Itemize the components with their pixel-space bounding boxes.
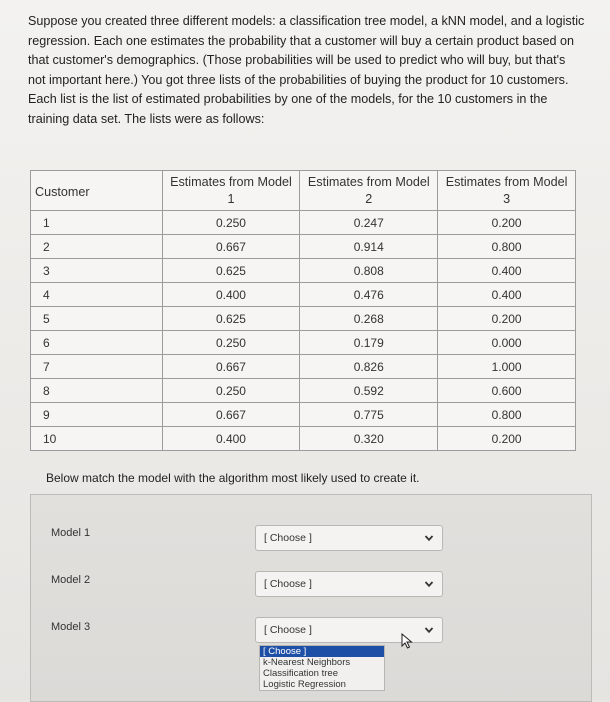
header-customer: Customer	[31, 171, 163, 211]
model-1-select-value: [ Choose ]	[264, 532, 312, 544]
model-1-cell: 0.400	[162, 283, 300, 307]
table-header-row	[31, 171, 576, 211]
header-model-1	[162, 171, 300, 211]
model-2-cell: 0.247	[300, 211, 438, 235]
model-1-label: Model 1	[51, 527, 91, 539]
question-line: Each list is the list of estimated probabilities by one of the models, for the 10 customers in the	[28, 92, 548, 107]
question-line: not important here.) You got three lists of the probabilities of buying the product for 10 customers.	[28, 72, 569, 87]
header-model-3	[438, 171, 576, 211]
model-3-label: Model 3	[51, 621, 91, 633]
model-2-select[interactable]	[255, 571, 443, 597]
model-1-cell: 0.625	[162, 259, 300, 283]
model-2-cell: 0.592	[300, 379, 438, 403]
customer-cell: 4	[31, 283, 163, 307]
chevron-down-icon	[424, 579, 434, 589]
matching-instructions: Below match the model with the algorithm most likely used to create it.	[46, 471, 420, 485]
table-row	[31, 403, 576, 427]
customer-cell: 8	[31, 379, 163, 403]
customer-cell: 9	[31, 403, 163, 427]
model-3-cell: 0.600	[438, 379, 576, 403]
model-2-cell: 0.179	[300, 331, 438, 355]
model-3-cell: 0.800	[438, 235, 576, 259]
model-2-cell: 0.775	[300, 403, 438, 427]
model-3-cell: 0.000	[438, 331, 576, 355]
model-3-cell: 0.200	[438, 307, 576, 331]
table-row	[31, 331, 576, 355]
table-row	[31, 283, 576, 307]
model-1-cell: 0.250	[162, 211, 300, 235]
customer-cell: 1	[31, 211, 163, 235]
dropdown-option-classification-tree[interactable]: Classification tree	[263, 668, 338, 679]
model-3-cell: 1.000	[438, 355, 576, 379]
dropdown-option-choose[interactable]: [ Choose ]	[260, 646, 384, 657]
model-2-cell: 0.826	[300, 355, 438, 379]
dropdown-option-logistic-regression[interactable]: Logistic Regression	[263, 679, 346, 690]
customer-cell: 2	[31, 235, 163, 259]
model-2-label: Model 2	[51, 574, 91, 586]
model-1-cell: 0.667	[162, 355, 300, 379]
model-1-cell: 0.625	[162, 307, 300, 331]
model-3-dropdown-list	[259, 645, 385, 691]
header-model-2-number: 2	[365, 192, 373, 206]
question-line: Suppose you created three different models: a classification tree model, a kNN model, and a logistic	[28, 14, 585, 28]
model-3-cell: 0.800	[438, 403, 576, 427]
model-1-cell: 0.250	[162, 331, 300, 355]
model-2-cell: 0.914	[300, 235, 438, 259]
model-2-cell: 0.808	[300, 259, 438, 283]
model-2-cell: 0.268	[300, 307, 438, 331]
chevron-down-icon	[424, 533, 434, 543]
model-3-cell: 0.400	[438, 259, 576, 283]
table-row	[31, 379, 576, 403]
mouse-pointer-icon	[401, 633, 413, 649]
header-model-1-title: Estimates from Model	[170, 175, 292, 189]
chevron-down-icon	[424, 625, 434, 635]
model-2-select-value: [ Choose ]	[264, 578, 312, 590]
probability-table	[30, 170, 576, 451]
question-line: regression. Each one estimates the probability that a customer will buy a certain product based on	[28, 33, 575, 48]
customer-cell: 6	[31, 331, 163, 355]
table-row	[31, 211, 576, 235]
table-row	[31, 355, 576, 379]
table-row	[31, 307, 576, 331]
dropdown-option-knn[interactable]: k-Nearest Neighbors	[263, 657, 351, 668]
model-1-cell: 0.400	[162, 427, 300, 451]
customer-cell: 7	[31, 355, 163, 379]
header-model-2	[300, 171, 438, 211]
model-2-cell: 0.476	[300, 283, 438, 307]
customer-cell: 10	[31, 427, 163, 451]
table-row	[31, 235, 576, 259]
model-1-cell: 0.667	[162, 235, 300, 259]
model-3-select-value: [ Choose ]	[264, 624, 312, 636]
customer-cell: 5	[31, 307, 163, 331]
model-3-select[interactable]	[255, 617, 443, 643]
customer-cell: 3	[31, 259, 163, 283]
model-3-cell: 0.400	[438, 283, 576, 307]
model-1-cell: 0.667	[162, 403, 300, 427]
header-model-3-title: Estimates from Model	[445, 175, 568, 189]
header-model-3-number: 3	[503, 192, 511, 206]
question-text	[28, 12, 590, 130]
model-3-cell: 0.200	[438, 427, 576, 451]
model-2-cell: 0.320	[300, 427, 438, 451]
header-model-2-title: Estimates from Model	[307, 175, 430, 189]
header-model-1-number: 1	[227, 192, 235, 206]
model-1-select[interactable]	[255, 525, 443, 551]
model-3-cell: 0.200	[438, 211, 576, 235]
question-line: training data set. The lists were as follows:	[28, 111, 265, 126]
matching-panel	[30, 494, 592, 702]
model-1-cell: 0.250	[162, 379, 300, 403]
table-row	[31, 259, 576, 283]
table-row	[31, 427, 576, 451]
question-line: that customer's demographics. (Those probabilities will be used to predict who will buy, but that's	[28, 53, 566, 68]
